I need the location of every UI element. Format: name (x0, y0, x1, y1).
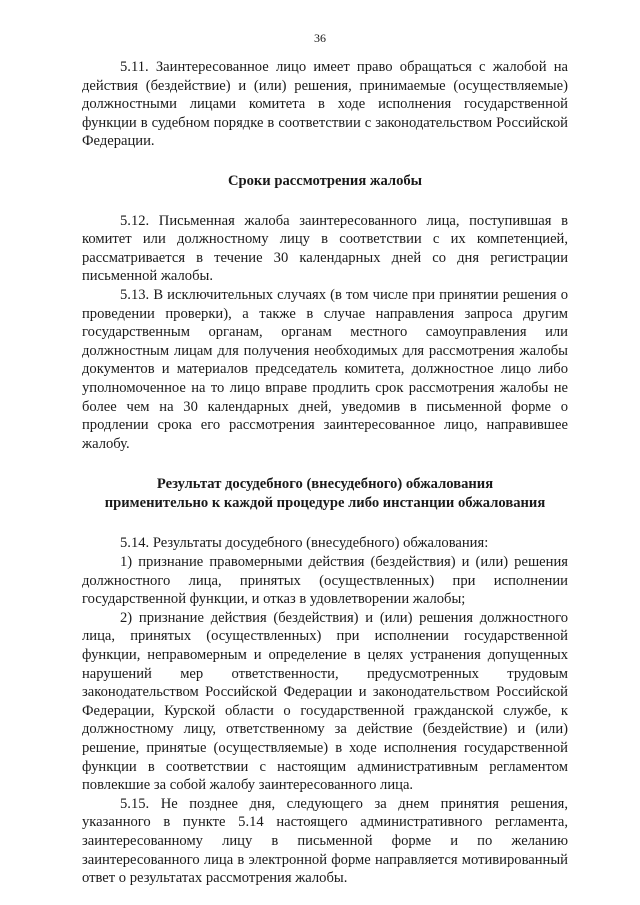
paragraph-5-14: 5.14. Результаты досудебного (внесудебного) обжалования: (120, 535, 489, 552)
paragraph-5-15: 5.15. Не позднее дня, следующего за днем принятия решения, указанного в пункте 5.14 настоящего административного регламента, заинтересованному лицу в письменной форме и по желанию заинтересованного лица в электронной форме направляется мотивированный ответ о результатах рассмотрения жалобы. (82, 795, 568, 887)
paragraph-5-14-item-2: 2) признание действия (бездействия) и (или) решения должностного лица, принятых (осуществленных) при исполнении государственной функции, неправомерным и определение в целях устранения допущенных нарушений мер ответственности, предусмотренных трудовым законодательством Российской Федерации и законодательством Российской Федерации, Курской области о государственной гражданской службе, к должностному лицу, ответственному за действие (бездействие) и (или) решение, принятые (осуществляемые) в ходе исполнения государственной функции в соответствии с настоящим административным регламентом повлекшие за собой жалобу заинтересованного лица. (82, 609, 568, 794)
section-heading-line: применительно к каждой процедуре либо инстанции обжалования (104, 494, 546, 511)
document-body (82, 58, 568, 888)
section-heading-appeal-result (82, 475, 568, 512)
paragraph-5-13: 5.13. В исключительных случаях (в том числе при принятии решения о проведении проверки), а также в случае направления запроса другим государственным органам, органам местного самоуправления или должностным лицам для получения необходимых для рассмотрения жалобы документов и материалов председатель комитета, должностное лицо либо уполномоченное на то лицо вправе продлить срок рассмотрения жалобы не более чем на 30 календарных дней, уведомив в письменной форме о продлении срока его рассмотрения заинтересованное лицо, направившее жалобу. (82, 286, 568, 452)
paragraph-5-14-item-1: 1) признание правомерными действия (бездействия) и (или) решения должностного лица, принятых (осуществленных) при исполнении государственной функции, и отказ в удовлетворении жалобы; (82, 554, 568, 608)
page-number: 36 (314, 31, 326, 45)
paragraph-5-12: 5.12. Письменная жалоба заинтересованного лица, поступившая в комитет или должностному лицу в соответствии с их компетенцией, рассматривается в течение 30 календарных дней со дня регистрации письменной жалобы. (82, 212, 568, 285)
paragraph-5-11: 5.11. Заинтересованное лицо имеет право обращаться с жалобой на действия (бездействие) и (или) решения, принимаемые (осуществляемые) должностными лицами комитета в ходе исполнения государственной функции в судебном порядке в соответствии с законодательством Российской Федерации. (82, 59, 568, 150)
section-heading-complaint-terms: Сроки рассмотрения жалобы (227, 172, 423, 189)
section-heading-line: Результат досудебного (внесудебного) обжалования (156, 476, 494, 493)
